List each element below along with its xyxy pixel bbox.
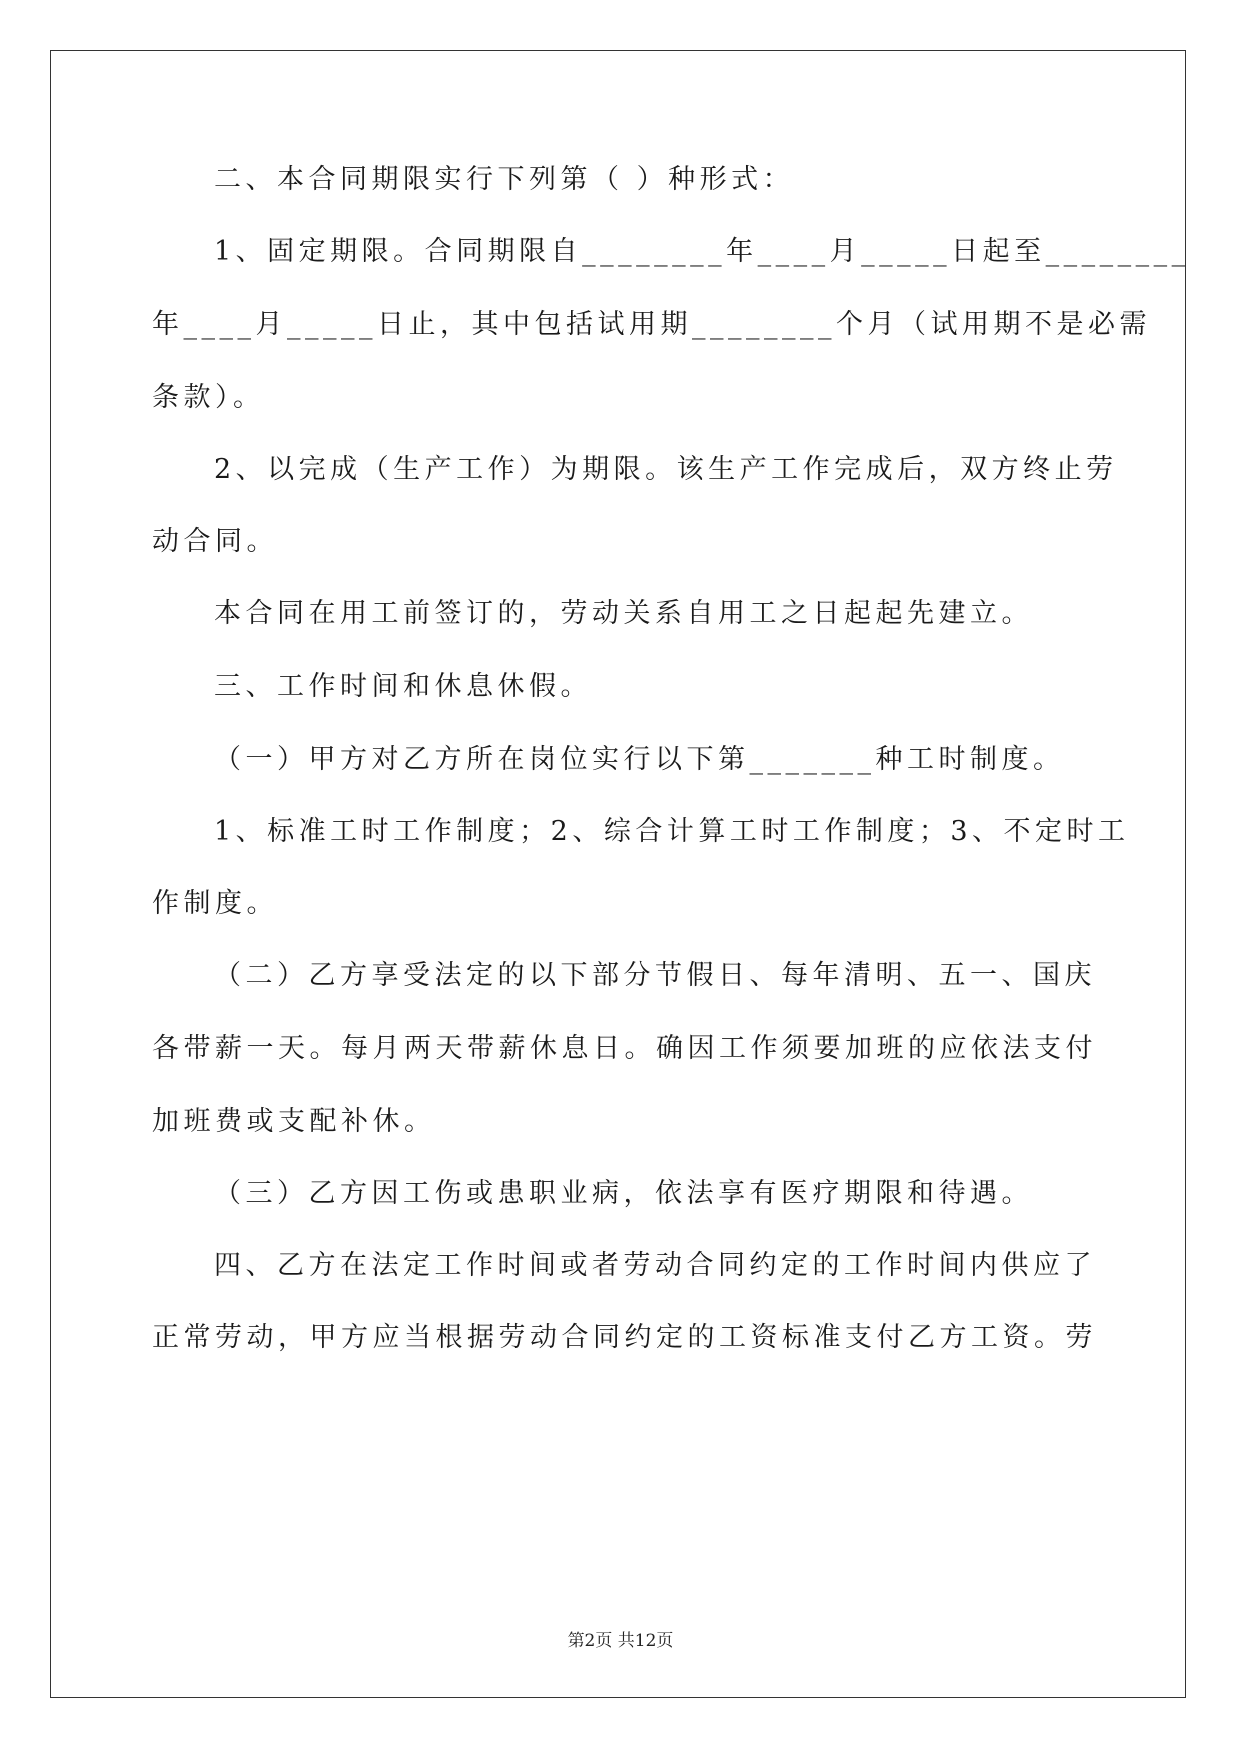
- paragraph-line: 各带薪一天。每月两天带薪休息日。确因工作须要加班的应依法支付: [152, 1033, 1097, 1064]
- page-border: [50, 50, 1186, 1698]
- paragraph-line: （一）甲方对乙方所在岗位实行以下第_______种工时制度。: [214, 744, 1065, 775]
- paragraph-line: 本合同在用工前签订的，劳动关系自用工之日起起先建立。: [214, 598, 1033, 629]
- paragraph-line: 二、本合同期限实行下列第（ ）种形式：: [214, 164, 795, 195]
- paragraph-line: 三、工作时间和休息休假。: [214, 671, 592, 702]
- paragraph-line: 2、以完成（生产工作）为期限。该生产工作完成后，双方终止劳: [214, 454, 1118, 485]
- page-number: 第2页 共12页: [567, 1631, 674, 1651]
- paragraph-line: 动合同。: [152, 526, 278, 557]
- paragraph-line: 正常劳动，甲方应当根据劳动合同约定的工资标准支付乙方工资。劳: [152, 1322, 1097, 1353]
- paragraph-line: 1、固定期限。合同期限自________年____月_____日起至________: [214, 236, 1190, 267]
- paragraph-line: 作制度。: [152, 888, 278, 919]
- paragraph-line: 四、乙方在法定工作时间或者劳动合同约定的工作时间内供应了: [214, 1250, 1096, 1281]
- paragraph-line: 条款）。: [152, 382, 265, 413]
- paragraph-line: （三）乙方因工伤或患职业病，依法享有医疗期限和待遇。: [214, 1178, 1033, 1209]
- paragraph-line: （二）乙方享受法定的以下部分节假日、每年清明、五一、国庆: [214, 960, 1096, 991]
- paragraph-line: 年____月_____日止，其中包括试用期________个月（试用期不是必需: [152, 309, 1151, 340]
- paragraph-line: 1、标准工时工作制度；2、综合计算工时工作制度；3、不定时工: [214, 816, 1130, 847]
- paragraph-line: 加班费或支配补休。: [152, 1106, 436, 1137]
